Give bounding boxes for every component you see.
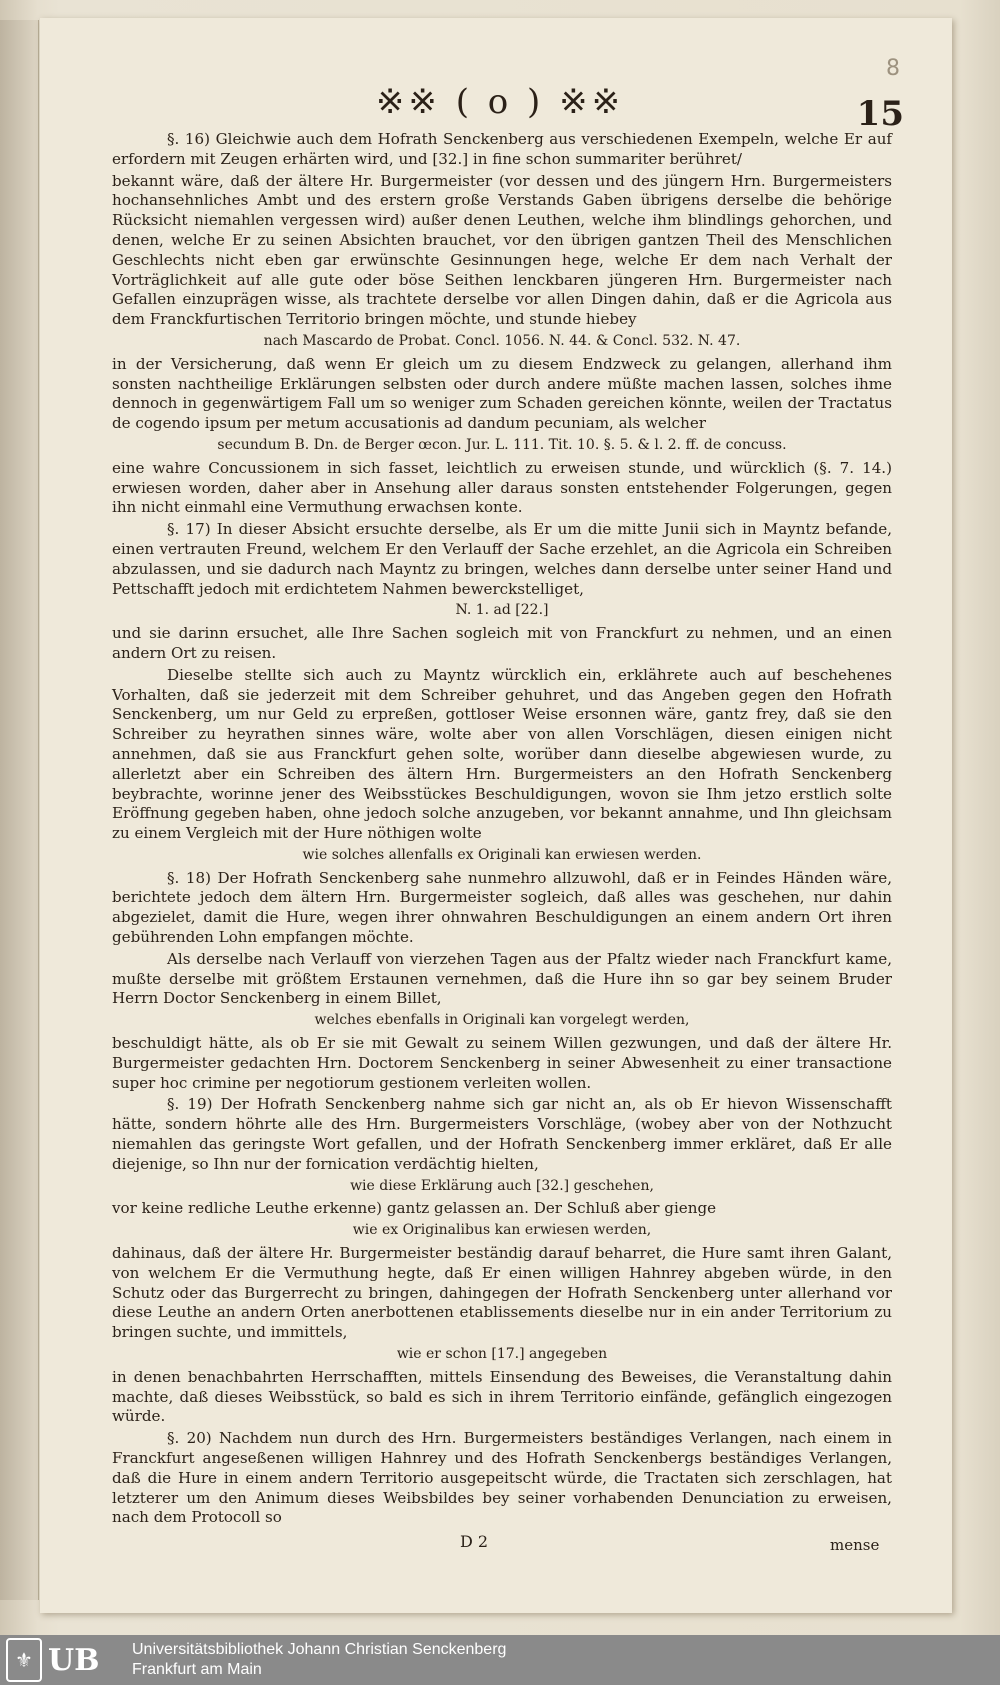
marginal-reference: secundum B. Dn. de Berger œcon. Jur. L. 111. Tit. 10. §. 5. & l. 2. ff. de concuss. [217,436,787,453]
marginal-reference: N. 1. ad [22.] [455,602,549,619]
paragraph: beschuldigt hätte, als ob Er sie mit Gewalt zu seinem Willen gezwungen, und daß der ältere Hr. Burgermeister gedachten Hrn. Doctorem Senckenberg in seiner Abwesenheit zu einer transactione super hoc crimine per negotiorum gestionem verleiten wollen. [112,1034,892,1092]
paragraph: eine wahre Concussionem in sich fasset, leichtlich zu erweisen stunde, und würcklich (§. 7. 14.) erwiesen worden, daher aber in Ansehung aller daraus sonsten entstehender Folgerungen, gegen ihn nicht einmahl eine Vermuthung erwachsen konte. [112,458,892,517]
marginal-reference: nach Mascardo de Probat. Concl. 1056. N. 44. & Concl. 532. N. 47. [263,332,741,349]
paragraph: in der Versicherung, daß wenn Er gleich um zu diesem Endzweck zu gelangen, allerhand ihm sonsten nachtheilige Erklärungen selbsten oder durch andere müßte machen lassen, solches ihme dennoch in gegenwärtigem Fall um so weniger zum Schaden gereichen könnte, weilen der Tractatus de cogendo ipsum per metum accusationis ad dandum pecuniam, als welcher [112,354,892,433]
page-number: 15 [856,94,904,134]
paragraph: dahinaus, daß der ältere Hr. Burgermeister beständig darauf beharret, die Hure samt ihren Galant, von welchem Er die Vermuthung hegte, daß Er einen willigen Hahnrey abgeben würde, in den Schutz oder das Burgerrecht zu bringen, dahingegen der Hofrath Senckenberg unter allerhand vor diese Leuthe an andern Orten anerbottenen etablissements dieselbe nur in ein ander Territorium zu bringen suchte, und immittels, [112,1244,892,1342]
marginal-reference: wie solches allenfalls ex Originali kan erwiesen werden. [302,846,702,863]
catchword: mense [830,1536,880,1554]
signature-mark: D 2 [460,1532,489,1551]
paragraph: vor keine redliche Leuthe erkenne) gantz gelassen an. Der Schluß aber gienge [112,1199,717,1218]
marginal-reference: wie diese Erklärung auch [32.] geschehen, [350,1177,654,1194]
library-logo[interactable] [6,1638,126,1682]
paragraph: und sie darinn ersuchet, alle Ihre Sachen sogleich mit von Franckfurt zu nehmen, und an einen andern Ort zu reisen. [112,624,892,662]
page-header-ornament: ※※ ( o ) ※※ [375,82,625,122]
marginal-reference: welches ebenfalls in Originali kan vorgelegt werden, [314,1012,690,1029]
paragraph: bekannt wäre, daß der ältere Hr. Burgermeister (vor dessen und des jüngern Hrn. Burgermeisters hochansehnliches Ambt und des erstern große Verstands Gaben übrigens derselbe die behörige Rücksicht niemahlen vergessen wird) außer denen Leuthen, welche ihm blindlings gehorchen, und denen, welche Er zu seinen Absichten brauchet, vor den übrigen gantzen Theil des Menschlichen Geschlechts nicht eben gar erwünschte Gesinnungen hege, welche Er dem nach Verhalt der Vorträglichkeit auf alle gute oder böse Seithen lenckbaren jüngeren Hrn. Burgermeister nach Gefallen einzuprägen wisse, als trachtete derselbe vor allen Dingen dahin, daß er die Agricola aus dem Franckfurtischen Territorio bringen möchte, und stunde hiebey [112,171,892,329]
paragraph: §. 16) Gleichwie auch dem Hofrath Senckenberg aus verschiedenen Exempeln, welche Er auf erfordern mit Zeugen erhärten wird, und [32.] in fine schon summariter berühret/ [112,130,892,168]
library-name-line2: Frankfurt am Main [132,1661,262,1678]
previous-page-edge [0,20,39,1600]
marginal-reference: wie ex Originalibus kan erwiesen werden, [352,1222,652,1239]
page-body-text [112,130,892,1530]
paragraph: in denen benachbahrten Herrschafften, mittels Einsendung des Beweises, die Veranstaltung dahin machte, daß dieses Weibsstück, so bald es sich in ihrem Territorio einfände, gefänglich eingezogen würde. [112,1367,892,1426]
library-name [132,1640,506,1680]
seal-icon: ⚜ [6,1638,42,1682]
paragraph: Dieselbe stellte sich auch zu Mayntz würcklich ein, erklährete auch auf beschehenes Vorhalten, daß sie jederzeit mit dem Schreiber gehuhret, und das Angeben gegen den Hofrath Senckenberg, um nur Geld zu erpreßen, gottloser Weise ersonnen wäre, gantz frey, daß sie den Schreiber zu heyrathen sinnes wäre, wolte aber von allen Vorschlägen, diesen einigen nicht annehmen, daß sie aus Franckfurt gehen solte, worüber dann dieselbe abgewiesen wurde, zu allerletzt aber ein Schreiben des ältern Hrn. Burgermeisters an den Hofrath Senckenberg beybrachte, worinne jener des Weibsstückes Beschuldigungen, wovon sie Ihm jetzo erstlich solte Eröffnung gegeben haben, ohne jedoch solche anzugeben, vor bekannt annahme, und Ihn gleichsam zu einem Vergleich mit der Hure nöthigen wolte [112,665,892,843]
paragraph: Als derselbe nach Verlauff von vierzehen Tagen aus der Pfaltz wieder nach Franckfurt kame, mußte derselbe mit größtem Erstaunen vernehmen, daß die Hure ihn so gar bey seinem Bruder Herrn Doctor Senckenberg in einem Billet, [112,949,892,1008]
paragraph: §. 18) Der Hofrath Senckenberg sahe nunmehro allzuwohl, daß er in Feindes Händen wäre, berichtete jedoch dem ältern Hrn. Burgermeister sogleich, daß alles was geschehen, nur dahin abgezielet, damit die Hure, wegen ihrer ohnwahren Beschuldigungen an einem andern Ort ihren gebührenden Lohn empfangen möchte. [112,868,892,947]
library-name-line1: Universitätsbibliothek Johann Christian Senckenberg [132,1641,507,1658]
library-footer [0,1635,1000,1685]
logo-text: UB [48,1642,100,1678]
paragraph: §. 19) Der Hofrath Senckenberg nahme sich gar nicht an, als ob Er hievon Wissenschafft hätte, sondern höhrte alle des Hrn. Burgermeisters Vorschläge, (wobey aber von der Nothzucht niemahlen das geringste Wort gefallen, und der Hofrath Senckenberg immer erkläret, daß Er alle diejenige, so Ihn nur der fornication verdächtig hielten, [112,1095,892,1173]
marginal-reference: wie er schon [17.] angegeben [396,1346,608,1363]
paragraph: §. 20) Nachdem nun durch des Hrn. Burgermeisters beständiges Verlangen, nach einem in Franckfurt angeseßenen willigen Hahnrey und des Hofrath Senckenbergs beständiges Verlangen, daß die Hure in einem andern Territorio ausgepeitscht würde, die Tractaten sich zerschlagen, hat letzterer um den Animum dieses Weibsbildes bey seiner vorhabenden Denunciation zu erweisen, nach dem Protocoll so [112,1429,892,1527]
paragraph: §. 17) In dieser Absicht ersuchte derselbe, als Er um die mitte Junii sich in Mayntz befande, einen vertrauten Freund, welchem Er den Verlauff der Sache erzehlet, an die Agricola ein Schreiben abzulassen, und sie dadurch nach Mayntz zu bringen, welches dann derselbe unter seiner Hand und Pettschafft jedoch mit erdichtetem Nahmen bewerckstelliget, [112,520,892,598]
corner-mark: 8 [886,56,900,81]
